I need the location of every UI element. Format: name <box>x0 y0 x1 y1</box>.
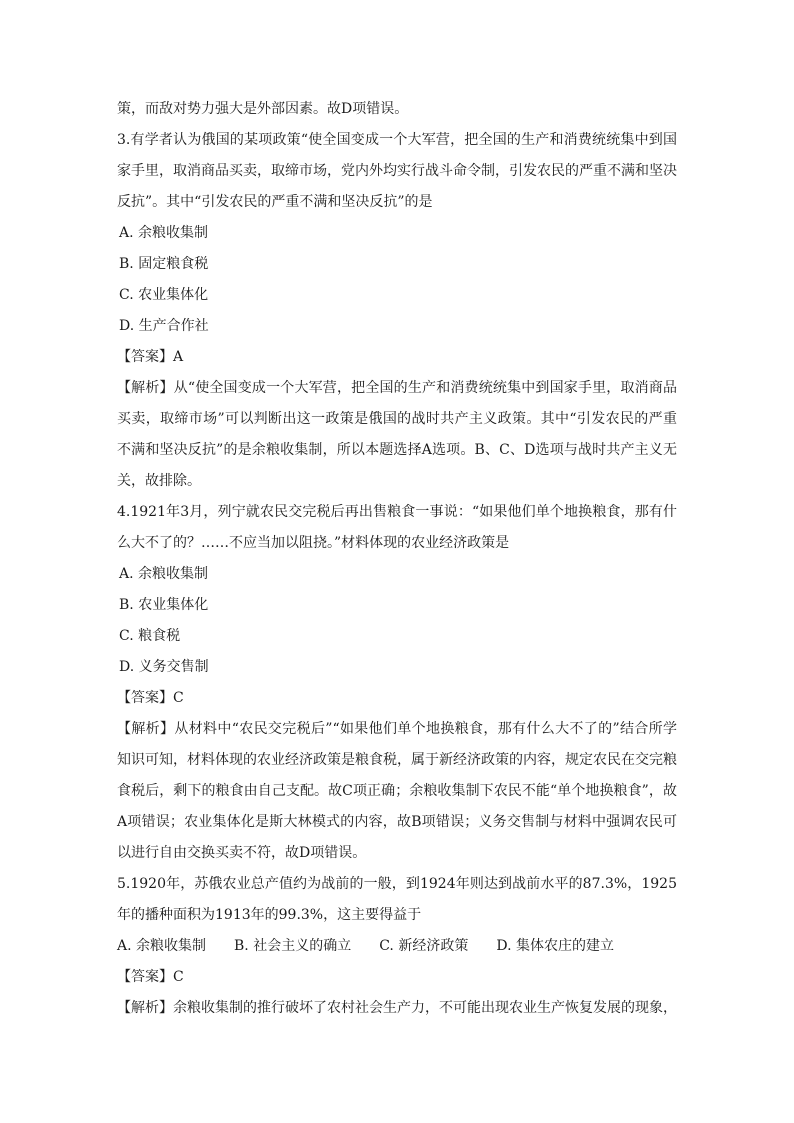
document-content <box>117 94 677 1024</box>
question-4-answer: 【答案】C <box>117 690 184 706</box>
question-3-option-a: A. 余粮收集制 <box>119 225 209 241</box>
question-4-option-b: B. 农业集体化 <box>119 597 209 613</box>
question-5-option-a: A. 余粮收集制 <box>117 938 207 954</box>
question-4-stem: 4.1921年3月，列宁就农民交完税后再出售粮食一事说：“如果他们单个地换粮食，那有什么大不了的？……不应当加以阻挠。”材料体现的农业经济政策是 <box>117 504 677 551</box>
question-5-options <box>117 931 677 962</box>
question-3-stem: 3.有学者认为俄国的某项政策“使全国变成一个大军营，把全国的生产和消费统统集中到国家手里，取消商品买卖，取缔市场，党内外均实行战斗命令制，引发农民的严重不满和坚决反抗”。其中“引发农民的严重不满和坚决反抗”的是 <box>117 132 677 210</box>
question-5-option-d: D. 集体农庄的建立 <box>496 938 614 954</box>
question-4-option-d: D. 义务交售制 <box>119 659 209 675</box>
question-3-analysis: 【解析】从“使全国变成一个大军营，把全国的生产和消费统统集中到国家手里，取消商品买卖，取缔市场”可以判断出这一政策是俄国的战时共产主义政策。其中“引发农民的严重不满和坚决反抗”的是余粮收集制，所以本题选择A选项。B、C、D选项与战时共产主义无关，故排除。 <box>117 380 677 489</box>
question-3-answer: 【答案】A <box>117 349 184 365</box>
question-3-option-c: C. 农业集体化 <box>119 287 209 303</box>
question-3-option-d: D. 生产合作社 <box>119 318 209 334</box>
question-4-option-a: A. 余粮收集制 <box>119 566 209 582</box>
question-5-stem: 5.1920年，苏俄农业总产值约为战前的一般，到1924年则达到战前水平的87.3%，1925年的播种面积为1913年的99.3%，这主要得益于 <box>117 876 677 923</box>
question-5-answer: 【答案】C <box>117 969 184 985</box>
question-4-analysis: 【解析】从材料中“农民交完税后”“如果他们单个地换粮食，那有什么大不了的”结合所学知识可知，材料体现的农业经济政策是粮食税，属于新经济政策的内容，规定农民在交完粮食税后，剩下的粮食由自己支配。故C项正确；余粮收集制下农民不能“单个地换粮食”，故A项错误；农业集体化是斯大林模式的内容，故B项错误；义务交售制与材料中强调农民可以进行自由交换买卖不符，故D项错误。 <box>117 721 677 861</box>
question-5-option-b: B. 社会主义的确立 <box>234 938 352 954</box>
question-5-option-c: C. 新经济政策 <box>379 938 469 954</box>
question-4-option-c: C. 粮食税 <box>119 628 181 644</box>
question-3-option-b: B. 固定粮食税 <box>119 256 209 272</box>
question-5-analysis: 【解析】余粮收集制的推行破坏了农村社会生产力，不可能出现农业生产恢复发展的现象， <box>117 1000 677 1016</box>
previous-analysis-tail: 策，而敌对势力强大是外部因素。故D项错误。 <box>117 101 409 117</box>
